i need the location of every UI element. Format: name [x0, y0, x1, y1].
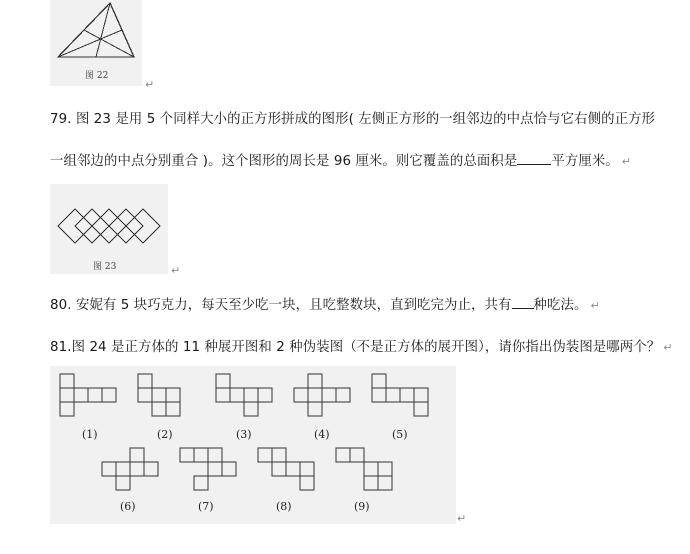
- cube-net-8-cell: [300, 476, 314, 490]
- cube-net-9-cell: [378, 462, 392, 476]
- question-80-text-a: 80. 安妮有 5 块巧克力，每天至少吃一块，且吃整数块，直到吃完为止，共有: [50, 298, 512, 313]
- figure-22: [50, 0, 142, 86]
- cube-net-1-cell: [60, 388, 74, 402]
- question-80-text-b: 种吃法。: [533, 298, 588, 313]
- cube-net-2-cell: [166, 388, 180, 402]
- cube-net-3-cell: [216, 388, 230, 402]
- net-label-5: (5): [392, 428, 408, 441]
- paragraph-mark: ↵: [590, 299, 600, 312]
- cube-net-1-cell: [60, 374, 74, 388]
- cube-net-5-cell: [386, 388, 400, 402]
- net-label-4: (4): [314, 428, 330, 441]
- cube-net-6-cell: [130, 448, 144, 462]
- question-79-text-2b: 平方厘米。: [551, 154, 619, 169]
- cube-net-3-cell: [244, 402, 258, 416]
- figure-22-caption: 图 22: [85, 71, 109, 81]
- paragraph-mark: ↵: [663, 341, 673, 354]
- cube-net-3-cell: [230, 388, 244, 402]
- question-79-line-2: [50, 150, 631, 169]
- cube-net-2-cell: [166, 402, 180, 416]
- question-79-text-1: 79. 图 23 是用 5 个同样大小的正方形拼成的图形( 左侧正方形的一组邻边的中点恰与它右侧的正方形: [50, 112, 656, 127]
- figure-23: [50, 184, 168, 274]
- cube-net-3-cell: [216, 374, 230, 388]
- cube-net-1-cell: [60, 402, 74, 416]
- question-81-line: [50, 336, 673, 355]
- cube-net-7: [180, 448, 236, 490]
- cube-net-9-cell: [364, 476, 378, 490]
- cube-net-8: [258, 448, 314, 490]
- paragraph-mark: ↵: [621, 155, 632, 168]
- figure-23-squares: [50, 184, 168, 254]
- cube-net-5-cell: [414, 388, 428, 402]
- cube-net-3: [216, 374, 272, 416]
- question-79-text-2a: 一组邻边的中点分别重合 )。这个图形的周长是 96 厘米。则它覆盖的总面积是: [50, 154, 518, 169]
- figure-24-nets: [50, 366, 456, 524]
- cube-net-5-cell: [414, 402, 428, 416]
- cube-net-6: [102, 448, 158, 490]
- cube-net-5-cell: [372, 388, 386, 402]
- paragraph-mark: ↵: [457, 512, 467, 525]
- cube-net-7-cell: [194, 448, 208, 462]
- question-79-line-1: [50, 108, 655, 127]
- cube-net-6-cell: [130, 462, 144, 476]
- net-label-8: (8): [276, 500, 292, 513]
- cube-net-8-cell: [300, 462, 314, 476]
- cube-net-6-cell: [102, 462, 116, 476]
- cube-net-6-cell: [116, 462, 130, 476]
- cube-net-4-cell: [308, 388, 322, 402]
- question-81-text: 81.图 24 是正方体的 11 种展开图和 2 种伪装图（不是正方体的展开图），请你指出伪装图是哪两个？: [50, 340, 661, 355]
- cube-net-7-cell: [180, 448, 194, 462]
- cube-net-8-cell: [272, 462, 286, 476]
- cube-net-5-cell: [372, 374, 386, 388]
- cube-net-4-cell: [322, 388, 336, 402]
- cube-net-8-cell: [272, 448, 286, 462]
- cube-net-7-cell: [208, 462, 222, 476]
- net-label-7: (7): [198, 500, 214, 513]
- cube-net-4: [294, 374, 350, 416]
- net-label-3: (3): [236, 428, 252, 441]
- cube-net-8-cell: [258, 448, 272, 462]
- cube-net-8-cell: [286, 462, 300, 476]
- cube-net-4-cell: [308, 402, 322, 416]
- answer-blank-80[interactable]: [512, 296, 534, 309]
- cube-net-3-cell: [244, 388, 258, 402]
- cube-net-9-cell: [364, 462, 378, 476]
- cube-net-2-cell: [152, 402, 166, 416]
- cube-net-1-cell: [102, 388, 116, 402]
- cube-net-4-cell: [294, 388, 308, 402]
- cube-net-1-cell: [74, 388, 88, 402]
- paragraph-mark: ↵: [145, 78, 155, 91]
- question-80-line: [50, 294, 600, 313]
- cube-net-1: [60, 374, 116, 416]
- figure-23-caption: 图 23: [93, 262, 117, 272]
- cube-net-3-cell: [258, 388, 272, 402]
- net-label-9: (9): [354, 500, 370, 513]
- paragraph-mark: ↵: [171, 264, 181, 277]
- cube-net-4-cell: [308, 374, 322, 388]
- answer-blank-79[interactable]: [517, 152, 551, 165]
- net-label-6: (6): [120, 500, 136, 513]
- cube-net-9-cell: [350, 448, 364, 462]
- cube-net-1-cell: [88, 388, 102, 402]
- cube-net-4-cell: [336, 388, 350, 402]
- net-label-1: (1): [82, 428, 98, 441]
- cube-net-9-cell: [336, 448, 350, 462]
- cube-net-6-cell: [116, 476, 130, 490]
- cube-net-9: [336, 448, 392, 490]
- net-label-2: (2): [157, 428, 173, 441]
- figure-24: [50, 366, 456, 524]
- cube-net-2: [138, 374, 180, 416]
- cube-net-7-cell: [194, 476, 208, 490]
- cube-net-9-cell: [378, 476, 392, 490]
- cube-net-7-cell: [222, 462, 236, 476]
- cube-net-2-cell: [138, 374, 152, 388]
- cube-net-6-cell: [144, 462, 158, 476]
- cube-net-5: [372, 374, 428, 416]
- cube-net-2-cell: [138, 388, 152, 402]
- cube-net-5-cell: [400, 388, 414, 402]
- figure-22-triangle: [50, 0, 142, 60]
- cube-net-2-cell: [152, 388, 166, 402]
- cube-net-7-cell: [208, 448, 222, 462]
